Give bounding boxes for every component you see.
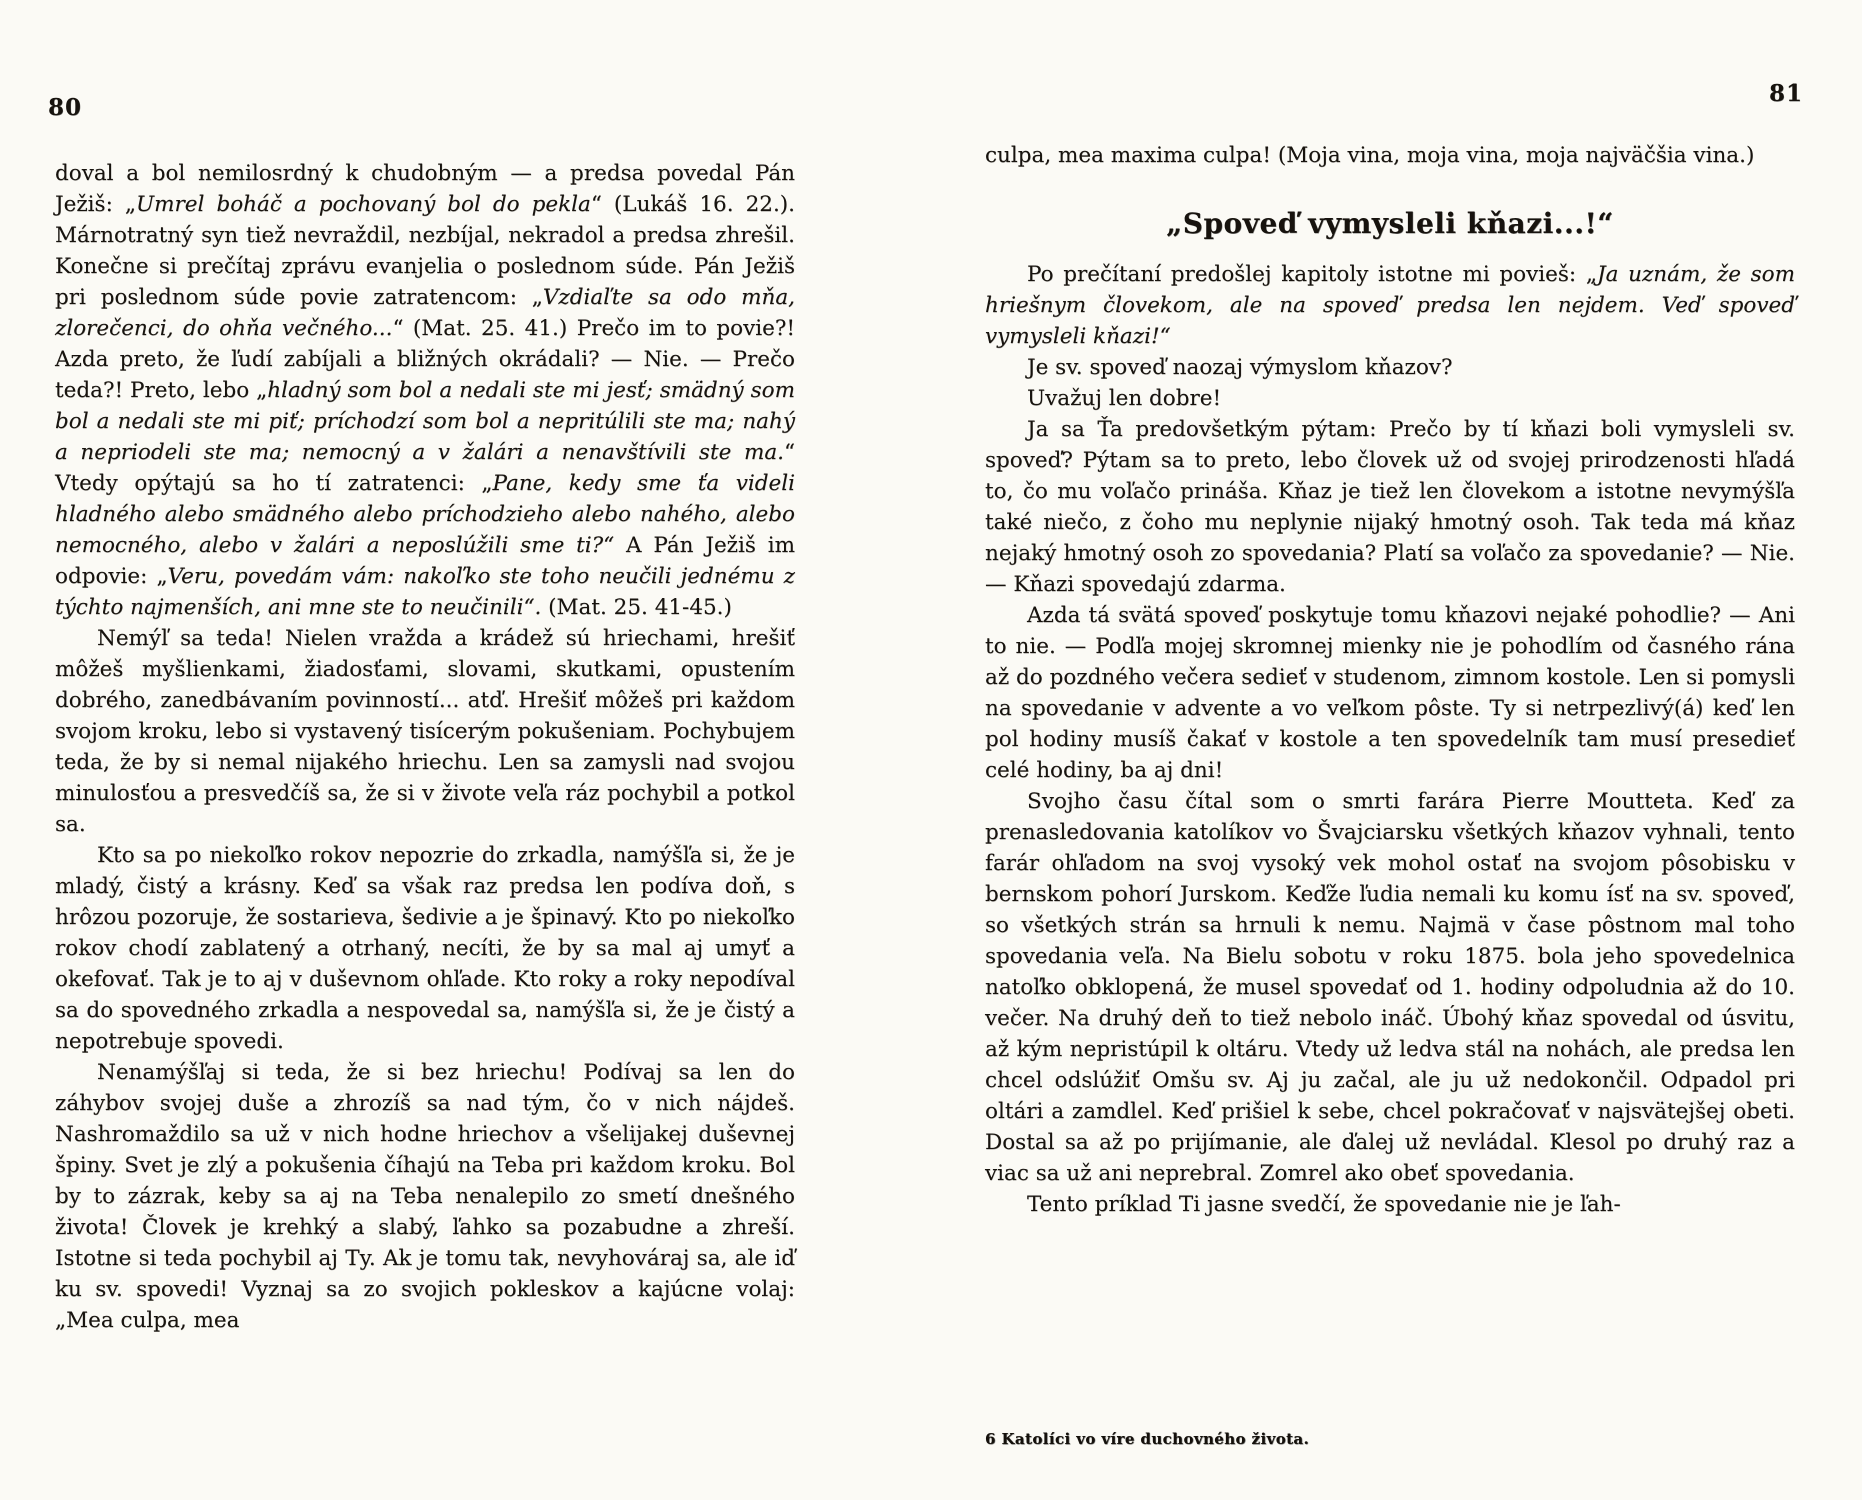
right-page-body [985, 259, 1795, 1220]
paragraph [985, 786, 1795, 1189]
text-segment: Tento príklad Ti jasne svedčí, že spovedanie nie je ľah- [1027, 1192, 1621, 1217]
page-number-right: 81 [1769, 80, 1804, 107]
text-segment: Po prečítaní predošlej kapitoly istotne mi povieš: „ [1027, 262, 1597, 287]
text-segment: (Mat. 25. 41-45.) [541, 595, 732, 620]
text-segment: “ (Lukáš 16. 22.). Márnotratný syn tiež nevraždil, nezbíjal, nekradol a predsa zhrešil. Konečne si prečítaj zprávu evanjelia o poslednom súde. Pán Ježiš pri poslednom súde povie zatratencom: „ [55, 192, 796, 310]
text-segment: “ Vtedy opýtajú sa ho tí zatratenci: „ [55, 440, 795, 496]
text-segment: A Pán Ježiš im odpovie: „ [55, 533, 796, 589]
page-number-left: 80 [48, 94, 83, 121]
paragraph [55, 158, 795, 623]
paragraph [985, 414, 1795, 600]
right-page-text [985, 140, 1795, 1220]
paragraph [985, 600, 1795, 786]
right-page-continuation [985, 140, 1795, 171]
paragraph [55, 1057, 795, 1336]
paragraph [985, 140, 1795, 171]
text-segment: Svojho času čítal som o smrti farára Pierre Moutteta. Keď za prenasledovania katolíkov vo Švajciarsku všetkých kňazov vyhnali, tento farár ohľadom na svoj vysoký vek mohol ostať na svojom pôsobisku v bernskom pohorí Jurskom. Keďže ľudia nemali ku komu ísť na sv. spoveď, so všetkých strán sa hrnuli k nemu. Najmä v čase pôstnom mal toho spovedania veľa. Na Bielu sobotu v roku 1875. bola jeho spovedelnica natoľko obklopená, že musel spovedať od 1. hodiny odpoludnia až do 10. večer. Na druhý deň to tiež nebolo ináč. Úbohý kňaz spovedal od úsvitu, až kým nepristúpil k oltáru. Vtedy už ledva stál na nohách, ale predsa len chcel odslúžiť Omšu sv. Aj ju začal, ale ju už nedokončil. Odpadol pri oltári a zamdlel. Keď prišiel k sebe, chcel pokračovať v najsvätejšej obeti. Dostal sa až po prijímanie, ale ďalej už nevládal. Klesol po druhý raz a viac sa už ani neprebral. Zomrel ako obeť spovedania. [985, 789, 1795, 1186]
text-segment: Nemýľ sa teda! Nielen vražda a krádež sú hriechami, hrešiť môžeš myšlienkami, žiadosťami, slovami, skutkami, opustením dobrého, zanedbávaním povinností... atď. Hrešiť môžeš pri každom svojom kroku, lebo si vystavený tisícerým pokušeniam. Pochybujem teda, že by si nemal nijakého hriechu. Len sa zamysli nad svojou minulosťou a presvedčíš sa, že si v živote veľa ráz pochybil a potkol sa. [55, 626, 795, 837]
text-segment: “ (Mat. 25. 41.) Prečo im to povie?! Azda preto, že ľudí zabíjali a bližných okrádali? — Nie. — Prečo teda?! Preto, lebo „ [55, 316, 795, 403]
text-segment: Uvažuj len dobre! [1027, 386, 1222, 411]
signature-footer: 6 Katolíci vo víre duchovného života. [985, 1430, 1310, 1448]
text-segment: Pane, kedy sme ťa videli hladného alebo smädného alebo príchodzieho alebo nahého, alebo nemocného, alebo v žalári a neposlúžili sme ti?“ [55, 471, 795, 558]
text-segment: Vzdiaľte sa odo mňa, zlorečenci, do ohňa večného... [55, 285, 795, 341]
text-segment: Ja uznám, že som hriešnym človekom, ale na spoveď predsa len nejdem. Veď spoveď vymysleli kňazi!“ [985, 262, 1795, 349]
paragraph [985, 259, 1795, 352]
paragraph [985, 1189, 1795, 1220]
text-segment: Kto sa po niekoľko rokov nepozrie do zrkadla, namýšľa si, že je mladý, čistý a krásny. Keď sa však raz predsa len podíva doň, s hrôzou pozoruje, že sostarieva, šedivie a je špinavý. Kto po niekoľko rokov chodí zablatený a otrhaný, necíti, že by sa mal aj umyť a okefovať. Tak je to aj v duševnom ohľade. Kto roky a roky nepodíval sa do spovedného zrkadla a nespovedal sa, namýšľa si, že je čistý a nepotrebuje spovedi. [55, 843, 795, 1054]
text-segment: Umrel boháč a pochovaný bol do pekla [136, 192, 591, 217]
chapter-heading: „Spoveď vymysleli kňazi...!“ [1166, 207, 1614, 240]
text-segment: doval a bol nemilosrdný k chudobným — a predsa povedal Pán Ježiš: „ [55, 161, 795, 217]
paragraph [55, 840, 795, 1057]
text-segment: Azda tá svätá spoveď poskytuje tomu kňazovi nejaké pohodlie? — Ani to nie. — Podľa mojej skromnej mienky nie je pohodlím od časného rána až do pozdného večera sedieť v studenom, zimnom kostole. Len si pomysli na spovedanie v advente a vo veľkom pôste. Ty si netrpezlivý(á) keď len pol hodiny musíš čakať v kostole a ten spovedelník tam musí presedieť celé hodiny, ba aj dni! [985, 603, 1795, 783]
text-segment: hladný som bol a nedali ste mi jesť; smädný som bol a nedali ste mi piť; príchodzí som bol a nepritúlili ste ma; nahý a nepriodeli ste ma; nemocný a v žalári a nenavštívili ste ma. [55, 378, 795, 465]
paragraph [985, 383, 1795, 414]
paragraph [55, 623, 795, 840]
text-segment: Ja sa Ťa predovšetkým pýtam: Prečo by tí kňazi boli vymysleli sv. spoveď? Pýtam sa to preto, lebo človek už od svojej prirodzenosti hľadá to, čo mu voľačo prináša. Kňaz je tiež len človekom a istotne nevymýšľa také niečo, z čoho mu neplynie nijaký hmotný osoh. Tak teda má kňaz nejaký hmotný osoh zo spovedania? Platí sa voľačo za spovedanie? — Nie. — Kňazi spovedajú zdarma. [985, 417, 1795, 597]
text-segment: Nenamýšľaj si teda, že si bez hriechu! Podívaj sa len do záhybov svojej duše a zhrozíš sa nad tým, čo v nich nájdeš. Nashromaždilo sa už v nich hodne hriechov a všelijakej duševnej špiny. Svet je zlý a pokušenia číhajú na Teba pri každom kroku. Bol by to zázrak, keby sa aj na Teba nenalepilo zo smetí dnešného života! Človek je krehký a slabý, ľahko sa pozabudne a zhreší. Istotne si teda pochybil aj Ty. Ak je tomu tak, nevyhováraj sa, ale iď ku sv. spovedi! Vyznaj sa zo svojich pokleskov a kajúcne volaj: „Mea culpa, mea [55, 1060, 795, 1333]
text-segment: Veru, povedám vám: nakoľko ste toho neučili jednému z týchto najmenších, ani mne ste to neučinili“. [55, 564, 795, 620]
paragraph [985, 352, 1795, 383]
text-segment: culpa, mea maxima culpa! (Moja vina, moja vina, moja najväčšia vina.) [985, 143, 1755, 168]
left-page-text [55, 158, 795, 1336]
text-segment: Je sv. spoveď naozaj výmyslom kňazov? [1027, 355, 1453, 380]
